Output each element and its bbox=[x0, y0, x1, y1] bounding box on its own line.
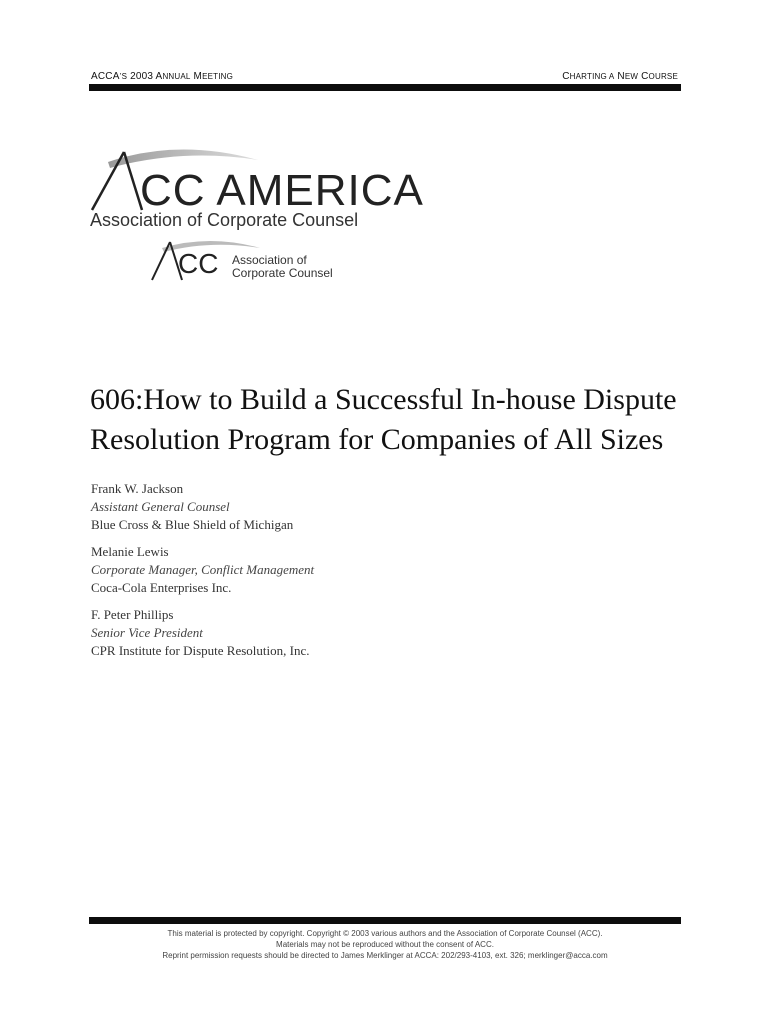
author-role: Assistant General Counsel bbox=[91, 499, 230, 514]
copyright-footer bbox=[89, 928, 681, 961]
header-left-part: EETING bbox=[202, 72, 234, 81]
author-role: Corporate Manager, Conflict Management bbox=[91, 562, 315, 577]
logo-subtitle: Association of Corporate Counsel bbox=[90, 210, 359, 230]
header-right-part: C bbox=[638, 71, 649, 82]
logo-small-cc: CC bbox=[178, 248, 219, 279]
author-list bbox=[91, 480, 651, 669]
logo-main-text: CC AMERICA bbox=[140, 166, 424, 215]
author-organization: Coca-Cola Enterprises Inc. bbox=[91, 580, 232, 595]
header-rule bbox=[89, 84, 681, 91]
acc-america-logo bbox=[88, 140, 424, 220]
author-name: Melanie Lewis bbox=[91, 544, 169, 559]
header-left-part: 2003 A bbox=[127, 71, 163, 82]
author-block bbox=[91, 606, 651, 660]
footer-rule bbox=[89, 917, 681, 924]
logo-small-line2: Corporate Counsel bbox=[232, 266, 333, 280]
author-name: F. Peter Phillips bbox=[91, 607, 174, 622]
header-left-part: NNUAL bbox=[162, 72, 191, 81]
running-header-right bbox=[562, 71, 678, 82]
author-organization: CPR Institute for Dispute Resolution, Inc. bbox=[91, 643, 310, 658]
header-right-part: N bbox=[614, 71, 625, 82]
header-right-part: OURSE bbox=[648, 72, 678, 81]
header-right-part: C bbox=[562, 71, 570, 82]
footer-line: Reprint permission requests should be directed to James Merklinger at ACCA: 202/293-4103, ext. 326; merklinger@acca.com bbox=[162, 951, 608, 960]
author-name: Frank W. Jackson bbox=[91, 481, 184, 496]
document-title: 606:How to Build a Successful In-house Dispute Resolution Program for Companies of All Sizes bbox=[90, 383, 677, 456]
header-left-part: M bbox=[190, 71, 203, 82]
logo-small-line1: Association of bbox=[232, 253, 307, 267]
author-role: Senior Vice President bbox=[91, 625, 203, 640]
author-block bbox=[91, 480, 651, 534]
author-block bbox=[91, 543, 651, 597]
header-left-part: ’S bbox=[119, 72, 128, 81]
header-right-part: HARTING A bbox=[569, 72, 615, 81]
running-header-left bbox=[91, 71, 233, 82]
header-right-part: EW bbox=[624, 72, 639, 81]
author-organization: Blue Cross & Blue Shield of Michigan bbox=[91, 517, 294, 532]
footer-line: Materials may not be reproduced without the consent of ACC. bbox=[276, 940, 494, 949]
acc-secondary-logo bbox=[150, 236, 350, 284]
footer-line: This material is protected by copyright. Copyright © 2003 various authors and the Association of Corporate Counsel (ACC). bbox=[167, 929, 603, 938]
header-left-part: ACCA bbox=[91, 71, 120, 82]
